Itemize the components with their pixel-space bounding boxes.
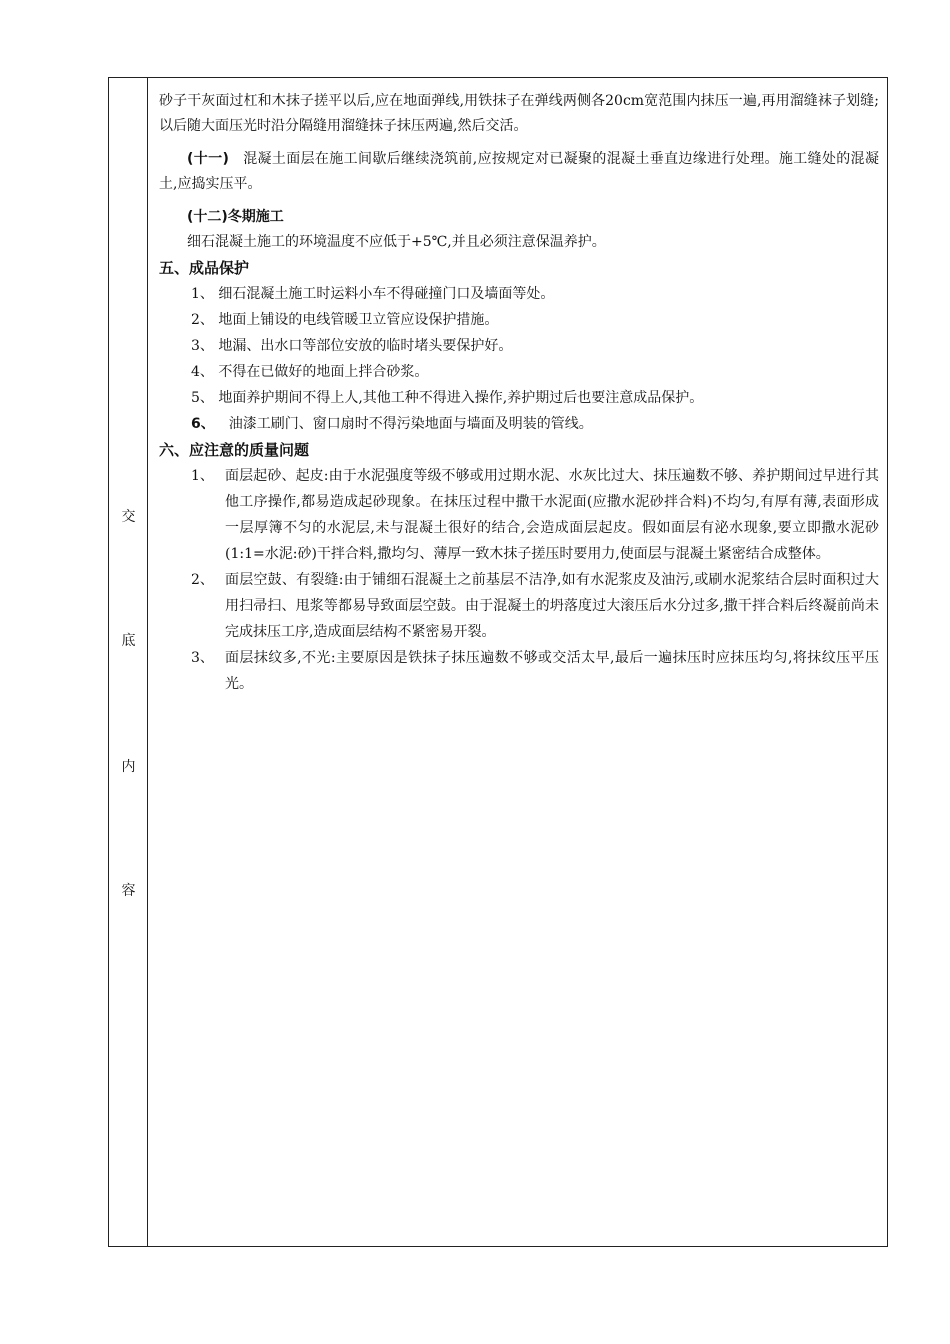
clause-number-11: (十一) [187, 151, 229, 167]
quality-item-1 [159, 463, 879, 567]
quality-item-2 [159, 567, 879, 645]
label-char-4: 容 [121, 883, 136, 899]
section-title-quality-issues: 六、应注意的质量问题 [159, 441, 310, 459]
handover-table [108, 77, 888, 1247]
quality-item-text: 面层抹纹多,不光:主要原因是铁抹子抹压遍数不够或交活太早,最后一遍抹压时应抹压均匀,将抹纹压平压光。 [225, 650, 879, 692]
section-title-product-protection: 五、成品保护 [159, 259, 250, 277]
quality-item-number: 3、 [191, 650, 214, 666]
paragraph-construction-joint [159, 147, 879, 197]
list-item: 3、 地漏、出水口等部位安放的临时堵头要保护好。 [191, 338, 513, 354]
quality-item-text: 面层起砂、起皮:由于水泥强度等级不够或用过期水泥、水灰比过大、抹压遍数不够、养护期间过早进行其他工序操作,都易造成起砂现象。在抹压过程中撒干水泥面(应撒水泥砂拌合料)不均匀,有厚有薄,表面形成一层厚簿不匀的水泥层,未与混凝土很好的结合,会造成面层起皮。假如面层有泌水现象,要立即撒水泥砂(1:1=水泥:砂)干拌合料,撒均匀、薄厚一致木抹子搓压时要用力,使面层与混凝土紧密结合成整体。 [225, 468, 879, 562]
list-item: 4、 不得在已做好的地面上拌合砂浆。 [191, 364, 429, 380]
list-item [159, 411, 879, 437]
list-item-number: 6、 [191, 416, 215, 432]
label-column [109, 78, 148, 1246]
quality-item-number: 1、 [191, 468, 214, 484]
quality-item-text: 面层空鼓、有裂缝:由于铺细石混凝土之前基层不洁净,如有水泥浆皮及油污,或刷水泥浆结合层时面积过大用扫帚扫、甩浆等都易导致面层空鼓。由于混凝土的坍落度过大滚压后水分过多,撒干拌合料后终凝前尚未完成抹压工序,造成面层结构不紧密易开裂。 [225, 572, 879, 640]
list-item: 5、 地面养护期间不得上人,其他工种不得进入操作,养护期过后也要注意成品保护。 [191, 390, 704, 406]
label-char-3: 内 [121, 759, 136, 775]
quality-item-3 [159, 645, 879, 697]
label-char-2: 底 [121, 633, 136, 649]
content-cell [149, 78, 887, 1246]
list-item: 2、 地面上铺设的电线管暖卫立管应设保护措施。 [191, 312, 499, 328]
subheading-winter-construction: (十二)冬期施工 [187, 209, 284, 225]
list-item: 1、 细石混凝土施工时运料小车不得碰撞门口及墙面等处。 [191, 286, 555, 302]
paragraph-joint-marking: 砂子干灰面过杠和木抹子搓平以后,应在地面弹线,用铁抹子在弹线两侧各20cm宽范围内抹压一遍,再用溜缝袜子划缝;以后随大面压光时沿分隔缝用溜缝抹子抹压两遍,然后交活。 [159, 93, 879, 134]
list-item-text: 油漆工刷门、窗口扇时不得污染地面与墙面及明装的管线。 [228, 416, 593, 432]
clause-text-11: 混凝土面层在施工间歇后继续浇筑前,应按规定对已凝聚的混凝土垂直边缘进行处理。施工缝处的混凝土,应捣实压平。 [159, 151, 879, 192]
paragraph-winter-construction: 细石混凝土施工的环境温度不应低于+5℃,并且必须注意保温养护。 [187, 234, 606, 250]
quality-item-number: 2、 [191, 572, 214, 588]
label-char-1: 交 [121, 509, 136, 525]
